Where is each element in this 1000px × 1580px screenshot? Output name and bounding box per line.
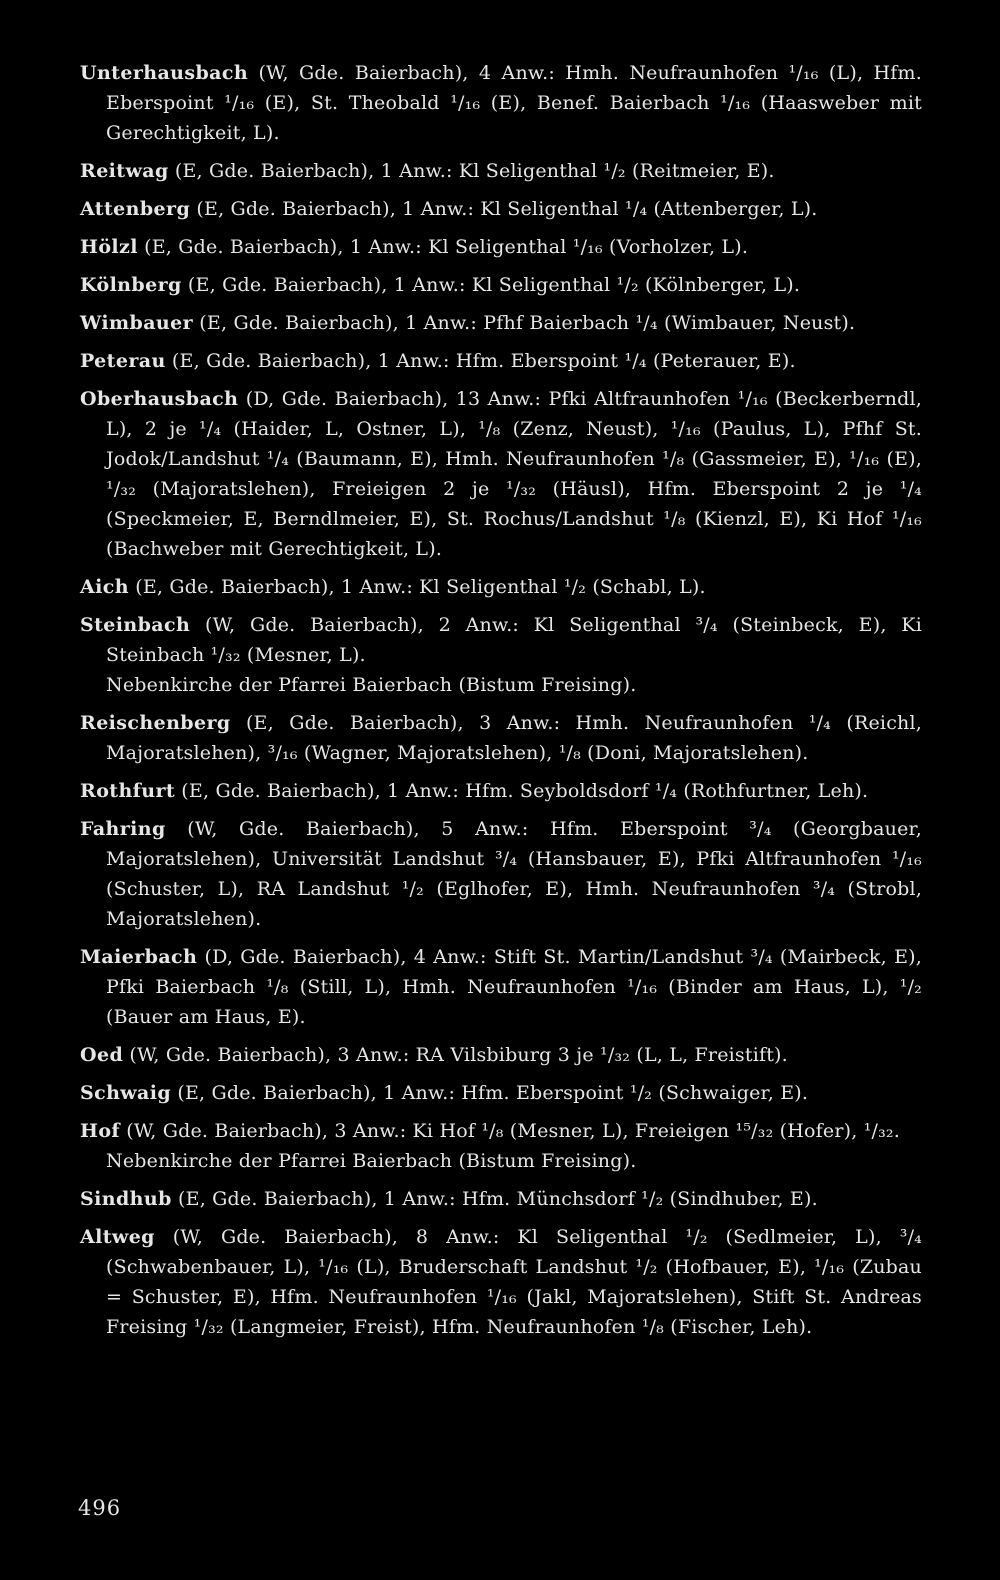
place-name: Hölzl bbox=[80, 236, 138, 258]
entry-note: Nebenkirche der Pfarrei Baierbach (Bistum Freising). bbox=[106, 1150, 637, 1172]
entry-text: (W, Gde. Baierbach), 4 Anw.: Hmh. Neufraunhofen ¹/₁₆ (L), Hfm. Eberspoint ¹/₁₆ (E), St. Theobald ¹/₁₆ (E), Benef. Baierbach ¹/₁₆ (Haasweber mit Gerechtigkeit, L). bbox=[106, 62, 922, 144]
place-entry-list bbox=[80, 58, 922, 1350]
place-entry bbox=[80, 1040, 922, 1070]
entry-text: (W, Gde. Baierbach), 3 Anw.: RA Vilsbiburg 3 je ¹/₃₂ (L, L, Freistift). bbox=[129, 1044, 788, 1066]
entry-text: (E, Gde. Baierbach), 1 Anw.: Hfm. Eberspoint ¹/₄ (Peterauer, E). bbox=[171, 350, 796, 372]
place-entry bbox=[80, 942, 922, 1032]
place-name: Sindhub bbox=[80, 1188, 172, 1210]
entry-text: (E, Gde. Baierbach), 1 Anw.: Kl Seligenthal ¹/₂ (Schabl, L). bbox=[135, 576, 706, 598]
entry-text: (D, Gde. Baierbach), 4 Anw.: Stift St. Martin/Landshut ³/₄ (Mairbeck, E), Pfki Baierbach ¹/₈ (Still, L), Hmh. Neufraunhofen ¹/₁₆ (Binder am Haus, L), ¹/₂ (Bauer am Haus, E). bbox=[106, 946, 922, 1028]
place-name: Altweg bbox=[80, 1226, 155, 1248]
place-name: Wimbauer bbox=[80, 312, 194, 334]
place-name: Rothfurt bbox=[80, 780, 176, 802]
entry-text: (W, Gde. Baierbach), 3 Anw.: Ki Hof ¹/₈ (Mesner, L), Freieigen ¹⁵/₃₂ (Hofer), ¹/₃₂. bbox=[126, 1120, 900, 1142]
place-name: Maierbach bbox=[80, 946, 198, 968]
entry-text: (W, Gde. Baierbach), 5 Anw.: Hfm. Eberspoint ³/₄ (Georgbauer, Majoratslehen), Universität Landshut ³/₄ (Hansbauer, E), Pfki Altfraunhofen ¹/₁₆ (Schuster, L), RA Landshut ¹/₂ (Eglhofer, E), Hmh. Neufraunhofen ³/₄ (Strobl, Majoratslehen). bbox=[106, 818, 922, 930]
place-name: Schwaig bbox=[80, 1082, 172, 1104]
place-name: Fahring bbox=[80, 818, 166, 840]
place-name: Peterau bbox=[80, 350, 166, 372]
place-entry bbox=[80, 58, 922, 148]
place-name: Kölnberg bbox=[80, 274, 182, 296]
entry-text: (E, Gde. Baierbach), 3 Anw.: Hmh. Neufraunhofen ¹/₄ (Reichl, Majoratslehen), ³/₁₆ (Wagner, Majoratslehen), ¹/₈ (Doni, Majoratslehen). bbox=[106, 712, 922, 764]
entry-text: (E, Gde. Baierbach), 1 Anw.: Hfm. Eberspoint ¹/₂ (Schwaiger, E). bbox=[177, 1082, 809, 1104]
place-entry bbox=[80, 270, 922, 300]
place-entry bbox=[80, 776, 922, 806]
place-entry bbox=[80, 232, 922, 262]
place-name: Oed bbox=[80, 1044, 124, 1066]
place-name: Aich bbox=[80, 576, 129, 598]
entry-text: (E, Gde. Baierbach), 1 Anw.: Hfm. Münchsdorf ¹/₂ (Sindhuber, E). bbox=[178, 1188, 818, 1210]
place-name: Reischenberg bbox=[80, 712, 231, 734]
place-name: Reitwag bbox=[80, 160, 169, 182]
entry-text: (E, Gde. Baierbach), 1 Anw.: Kl Seligenthal ¹/₄ (Attenberger, L). bbox=[196, 198, 818, 220]
place-entry bbox=[80, 1078, 922, 1108]
entry-text: (E, Gde. Baierbach), 1 Anw.: Kl Seligenthal ¹/₂ (Kölnberger, L). bbox=[187, 274, 801, 296]
place-name: Attenberg bbox=[80, 198, 191, 220]
place-entry bbox=[80, 814, 922, 934]
entry-text: (D, Gde. Baierbach), 13 Anw.: Pfki Altfraunhofen ¹/₁₆ (Beckerberndl, L), 2 je ¹/₄ (Haider, L, Ostner, L), ¹/₈ (Zenz, Neust), ¹/₁₆ (Paulus, L), Pfhf St. Jodok/Landshut ¹/₄ (Baumann, E), Hmh. Neufraunhofen ¹/₈ (Gassmeier, E), ¹/₁₆ (E), ¹/₃₂ (Majoratslehen), Freieigen 2 je ¹/₃₂ (Häusl), Hfm. Eberspoint 2 je ¹/₄ (Speckmeier, E, Berndlmeier, E), St. Rochus/Landshut ¹/₈ (Kienzl, E), Ki Hof ¹/₁₆ (Bachweber mit Gerechtigkeit, L). bbox=[106, 388, 922, 560]
place-entry bbox=[80, 1222, 922, 1342]
entry-text: (E, Gde. Baierbach), 1 Anw.: Kl Seligenthal ¹/₁₆ (Vorholzer, L). bbox=[144, 236, 749, 258]
place-entry bbox=[80, 572, 922, 602]
entry-text: (E, Gde. Baierbach), 1 Anw.: Hfm. Seyboldsdorf ¹/₄ (Rothfurtner, Leh). bbox=[181, 780, 869, 802]
place-entry bbox=[80, 346, 922, 376]
entry-text: (E, Gde. Baierbach), 1 Anw.: Kl Seligenthal ¹/₂ (Reitmeier, E). bbox=[174, 160, 775, 182]
page-number: 496 bbox=[78, 1496, 122, 1520]
place-name: Unterhausbach bbox=[80, 62, 249, 84]
place-name: Oberhausbach bbox=[80, 388, 239, 410]
entry-text: (W, Gde. Baierbach), 2 Anw.: Kl Seligenthal ³/₄ (Steinbeck, E), Ki Steinbach ¹/₃₂ (Mesner, L). bbox=[106, 614, 922, 666]
entry-note: Nebenkirche der Pfarrei Baierbach (Bistum Freising). bbox=[106, 674, 637, 696]
place-entry bbox=[80, 156, 922, 186]
place-entry bbox=[80, 708, 922, 768]
place-entry bbox=[80, 1116, 922, 1176]
entry-text: (W, Gde. Baierbach), 8 Anw.: Kl Seligenthal ¹/₂ (Sedlmeier, L), ³/₄ (Schwabenbauer, L), ¹/₁₆ (L), Bruderschaft Landshut ¹/₂ (Hofbauer, E), ¹/₁₆ (Zubau = Schuster, E), Hfm. Neufraunhofen ¹/₁₆ (Jakl, Majoratslehen), Stift St. Andreas Freising ¹/₃₂ (Langmeier, Freist), Hfm. Neufraunhofen ¹/₈ (Fischer, Leh). bbox=[106, 1226, 922, 1338]
place-entry bbox=[80, 384, 922, 564]
place-name: Steinbach bbox=[80, 614, 191, 636]
place-entry bbox=[80, 610, 922, 700]
place-entry bbox=[80, 194, 922, 224]
entry-text: (E, Gde. Baierbach), 1 Anw.: Pfhf Baierbach ¹/₄ (Wimbauer, Neust). bbox=[199, 312, 856, 334]
place-name: Hof bbox=[80, 1120, 120, 1142]
place-entry bbox=[80, 308, 922, 338]
place-entry bbox=[80, 1184, 922, 1214]
